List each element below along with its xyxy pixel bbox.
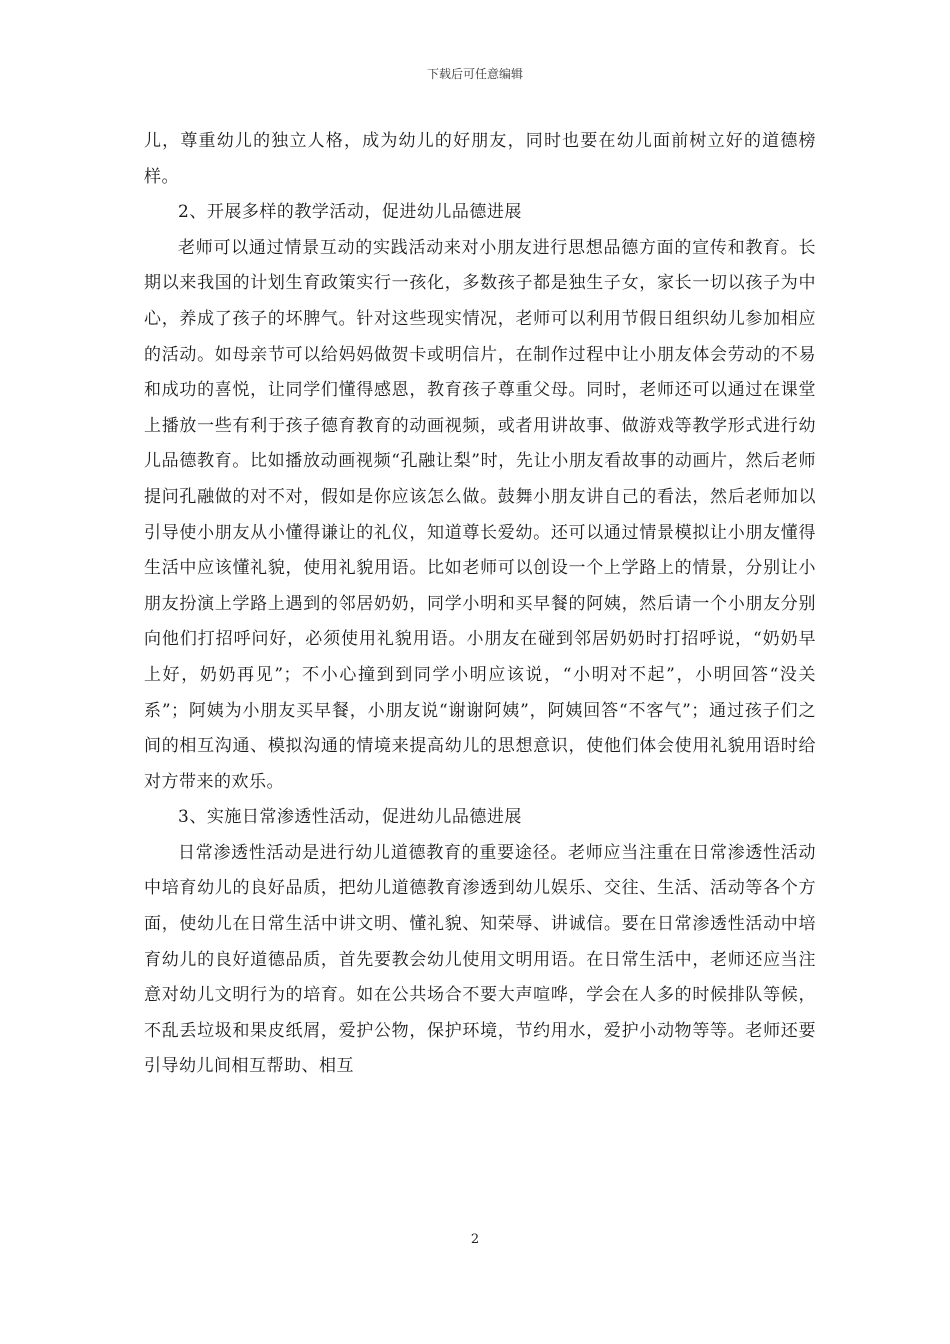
paragraph-section-2: 老师可以通过情景互动的实践活动来对小朋友进行思想品德方面的宣传和教育。长期以来我国的计划生育政策实行一孩化，多数孩子都是独生子女，家长一切以孩子为中心，养成了孩子的坏脾气。针对这些现实情况，老师可以利用节假日组织幼儿参加相应的活动。如母亲节可以给妈妈做贺卡或明信片，在制作过程中让小朋友体会劳动的不易和成功的喜悦，让同学们懂得感恩，教育孩子尊重父母。同时，老师还可以通过在课堂上播放一些有利于孩子德育教育的动画视频，或者用讲故事、做游戏等教学形式进行幼儿品德教育。比如播放动画视频“孔融让梨”时，先让小朋友看故事的动画片，然后老师提问孔融做的对不对，假如是你应该怎么做。鼓舞小朋友讲自己的看法，然后老师加以引导使小朋友从小懂得谦让的礼仪，知道尊长爱幼。还可以通过情景模拟让小朋友懂得生活中应该懂礼貌，使用礼貌用语。比如老师可以创设一个上学路上的情景，分别让小朋友扮演上学路上遇到的邻居奶奶，同学小明和买早餐的阿姨，然后请一个小朋友分别向他们打招呼问好，必须使用礼貌用语。小朋友在碰到邻居奶奶时打招呼说，“奶奶早上好，奶奶再见”；不小心撞到到同学小明应该说，“小明对不起”，小明回答“没关系”；阿姨为小朋友买早餐，小朋友说“谢谢阿姨”，阿姨回答“不客气”；通过孩子们之间的相互沟通、模拟沟通的情境来提高幼儿的思想意识，使他们体会使用礼貌用语时给对方带来的欢乐。 — [144, 237, 816, 792]
document-body — [144, 124, 816, 1085]
page-number: 2 — [470, 1232, 480, 1247]
section-heading-3: 3、实施日常渗透性活动，促进幼儿品德进展 — [178, 807, 522, 828]
section-heading-2: 2、开展多样的教学活动，促进幼儿品德进展 — [178, 202, 522, 223]
header-note: 下载后可任意编辑 — [426, 67, 523, 81]
paragraph-section-3: 日常渗透性活动是进行幼儿道德教育的重要途径。老师应当注重在日常渗透性活动中培育幼儿的良好品质，把幼儿道德教育渗透到幼儿娱乐、交往、生活、活动等各个方面，使幼儿在日常生活中讲文明、懂礼貌、知荣辱、讲诚信。要在日常渗透性活动中培育幼儿的良好道德品质，首先要教会幼儿使用文明用语。在日常生活中，老师还应当注意对幼儿文明行为的培育。如在公共场合不要大声喧哗，学会在人多的时候排队等候，不乱丢垃圾和果皮纸屑，爱护公物，保护环境，节约用水，爱护小动物等等。老师还要引导幼儿间相互帮助、相互 — [144, 842, 816, 1077]
paragraph-continuation: 儿，尊重幼儿的独立人格，成为幼儿的好朋友，同时也要在幼儿面前树立好的道德榜样。 — [144, 131, 816, 187]
